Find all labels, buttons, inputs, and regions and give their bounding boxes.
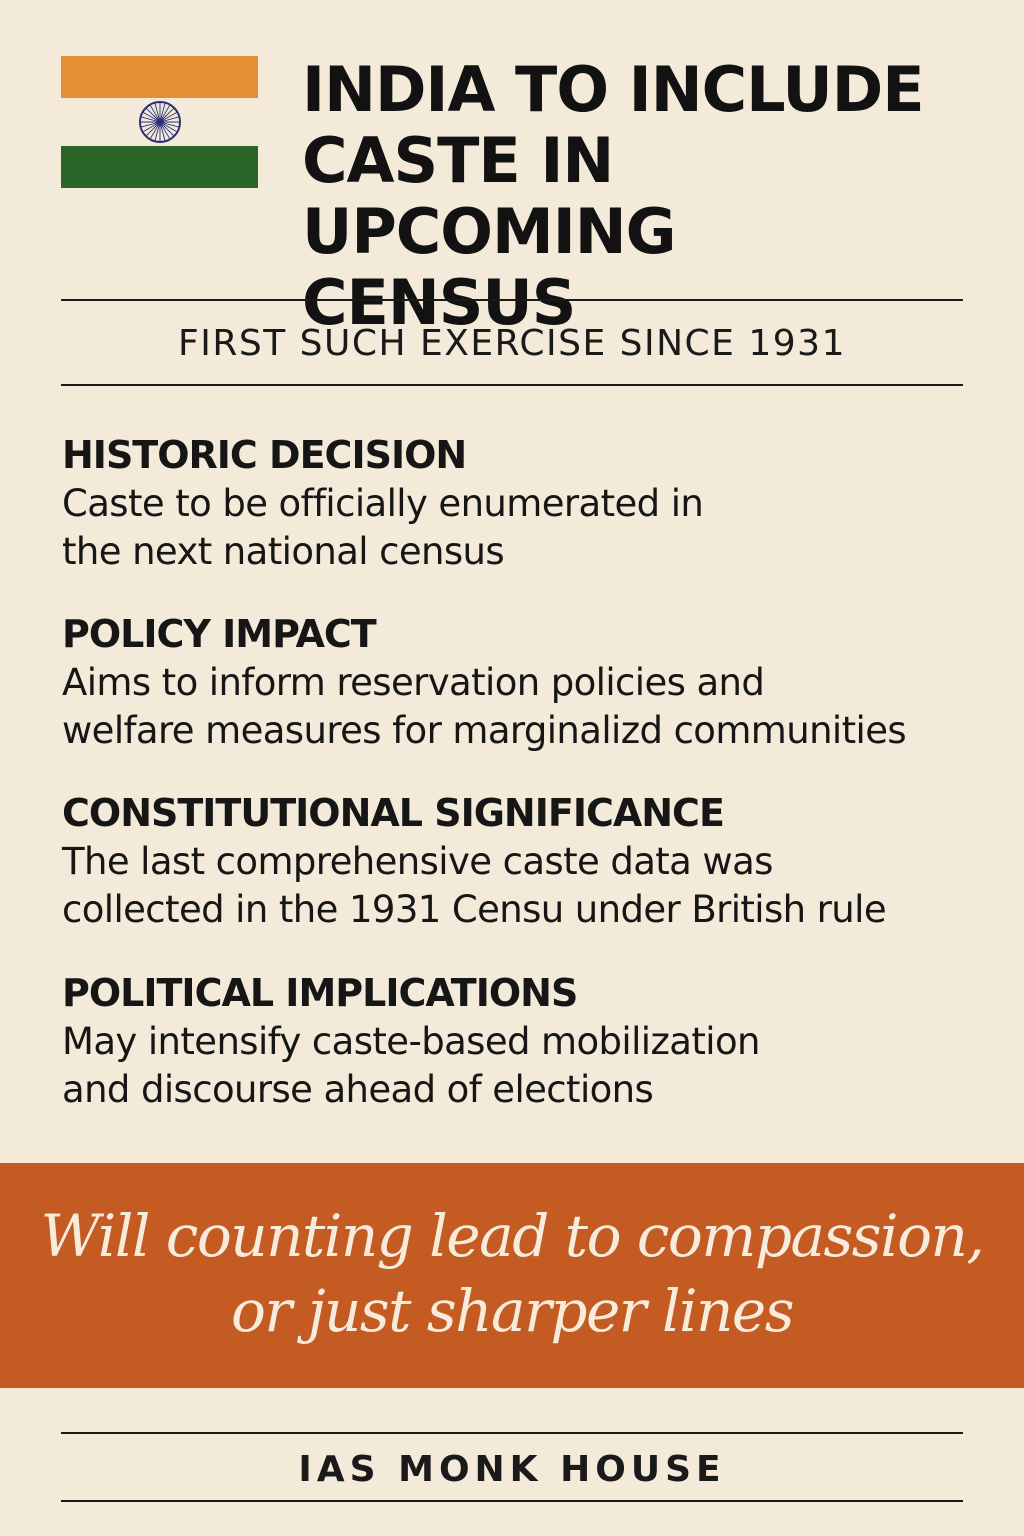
flag-green-band xyxy=(61,146,258,188)
quote-line: or just sharper lines xyxy=(230,1277,793,1345)
footer-bottom-divider xyxy=(61,1500,963,1502)
section-heading: POLITICAL IMPLICATIONS xyxy=(62,971,578,1015)
headline-line: CENSUS xyxy=(302,266,576,339)
section-body-line: May intensify caste-based mobilization xyxy=(62,1020,760,1063)
headline-line: CASTE IN UPCOMING xyxy=(302,124,676,268)
section-body-line: welfare measures for marginalizd communities xyxy=(62,709,907,752)
section-body-line: the next national census xyxy=(62,530,505,573)
top-divider xyxy=(61,299,963,301)
brand-name: IAS MONK HOUSE xyxy=(298,1449,726,1490)
section-constitutional-significance xyxy=(62,788,1012,934)
ashoka-chakra-icon xyxy=(138,100,182,144)
section-body-line: collected in the 1931 Censu under British rule xyxy=(62,888,886,931)
subtitle: FIRST SUCH EXERCISE SINCE 1931 xyxy=(178,323,846,364)
flag-saffron-band xyxy=(61,56,258,98)
footer-top-divider xyxy=(61,1432,963,1434)
headline-line: INDIA TO INCLUDE xyxy=(302,53,924,126)
section-heading: POLICY IMPACT xyxy=(62,612,376,656)
section-historic-decision xyxy=(62,430,1012,576)
section-body-line: and discourse ahead of elections xyxy=(62,1068,654,1111)
headline xyxy=(302,54,1002,338)
section-heading: CONSTITUTIONAL SIGNIFICANCE xyxy=(62,791,724,835)
section-policy-impact xyxy=(62,609,1012,755)
section-body-line: Caste to be officially enumerated in xyxy=(62,482,704,525)
section-heading: HISTORIC DECISION xyxy=(62,433,467,477)
section-political-implications xyxy=(62,968,1012,1114)
quote-line: Will counting lead to compassion, xyxy=(40,1202,984,1270)
subtitle-divider xyxy=(61,384,963,386)
section-body-line: Aims to inform reservation policies and xyxy=(62,661,765,704)
quote-banner xyxy=(0,1163,1024,1388)
banner-quote xyxy=(0,1199,1024,1349)
chakra-hub xyxy=(157,119,163,125)
section-body-line: The last comprehensive caste data was xyxy=(62,840,773,883)
indian-flag-icon xyxy=(61,56,258,188)
